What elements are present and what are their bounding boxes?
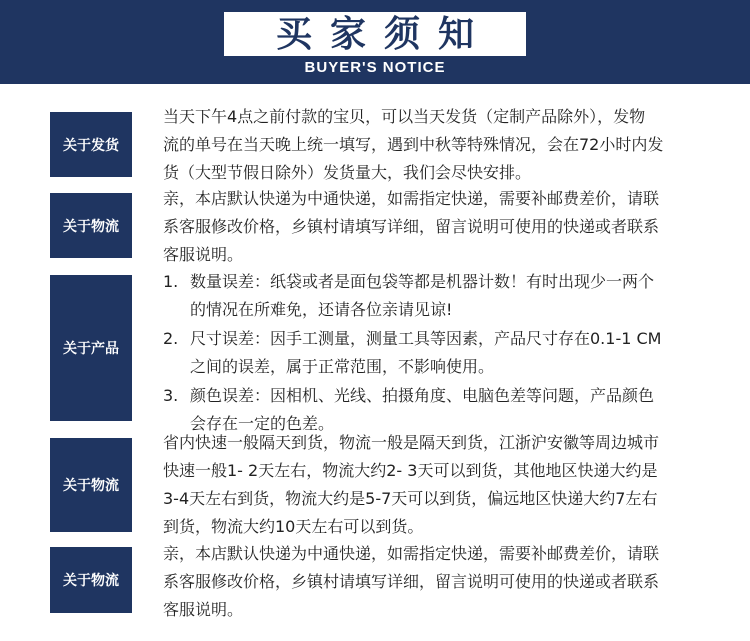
list-item-number: 1. xyxy=(163,272,179,291)
title-box xyxy=(224,12,526,56)
text-line: 客服说明。 xyxy=(163,600,244,619)
text-line: 之间的误差，属于正常范围，不影响使用。 xyxy=(190,357,495,376)
section-text-logistics-3 xyxy=(163,540,711,624)
page-title: 买家须知 xyxy=(275,13,492,55)
section-tag-logistics-3: 关于物流 xyxy=(50,547,132,613)
list-item xyxy=(163,268,723,324)
text-line: 当天下午4点之前付款的宝贝，可以当天发货（定制产品除外），发物 xyxy=(163,107,646,126)
text-line: 亲，本店默认快递为中通快递，如需指定快递，需要补邮费差价，请联 xyxy=(163,544,660,563)
text-line: 系客服修改价格，乡镇村请填写详细，留言说明可使用的快递或者联系 xyxy=(163,572,660,591)
text-line: 客服说明。 xyxy=(163,245,244,264)
text-line: 颜色误差：因相机、光线、拍摄角度、电脑色差等问题，产品颜色 xyxy=(190,386,655,405)
header-banner xyxy=(0,0,750,84)
section-text-logistics-2 xyxy=(163,429,723,541)
list-item xyxy=(163,325,723,381)
section-text-shipping xyxy=(163,103,711,187)
text-line: 快速一般1- 2天左右，物流大约2- 3天可以到货，其他地区快递大约是 xyxy=(163,461,658,480)
section-tag-logistics-1: 关于物流 xyxy=(50,193,132,258)
text-line: 的情况在所难免，还请各位亲请见谅! xyxy=(190,300,453,319)
text-line: 亲，本店默认快递为中通快递，如需指定快递，需要补邮费差价，请联 xyxy=(163,189,660,208)
section-tag-shipping: 关于发货 xyxy=(50,112,132,177)
text-line: 3-4天左右到货，物流大约是5-7天可以到货，偏远地区快递大约7左右 xyxy=(163,489,658,508)
list-item-number: 3. xyxy=(163,386,179,405)
text-line: 流的单号在当天晚上统一填写，遇到中秋等特殊情况，会在72小时内发 xyxy=(163,135,664,154)
text-line: 省内快速一般隔天到货，物流一般是隔天到货，江浙沪安徽等周边城市 xyxy=(163,433,660,452)
text-line: 系客服修改价格，乡镇村请填写详细，留言说明可使用的快递或者联系 xyxy=(163,217,660,236)
page-subtitle: BUYER'S NOTICE xyxy=(304,59,446,76)
section-text-logistics-1 xyxy=(163,185,711,269)
text-line: 数量误差：纸袋或者是面包袋等都是机器计数！有时出现少一两个 xyxy=(190,272,655,291)
text-line: 尺寸误差：因手工测量，测量工具等因素，产品尺寸存在0.1-1 CM xyxy=(190,329,662,348)
product-notes-list xyxy=(163,268,723,439)
section-tag-products: 关于产品 xyxy=(50,275,132,421)
text-line: 货（大型节假日除外）发货量大，我们会尽快安排。 xyxy=(163,163,532,182)
list-item-number: 2. xyxy=(163,329,179,348)
section-tag-logistics-2: 关于物流 xyxy=(50,438,132,532)
text-line: 会存在一定的色差。 xyxy=(190,414,335,433)
text-line: 到货，物流大约10天左右可以到货。 xyxy=(163,517,424,536)
